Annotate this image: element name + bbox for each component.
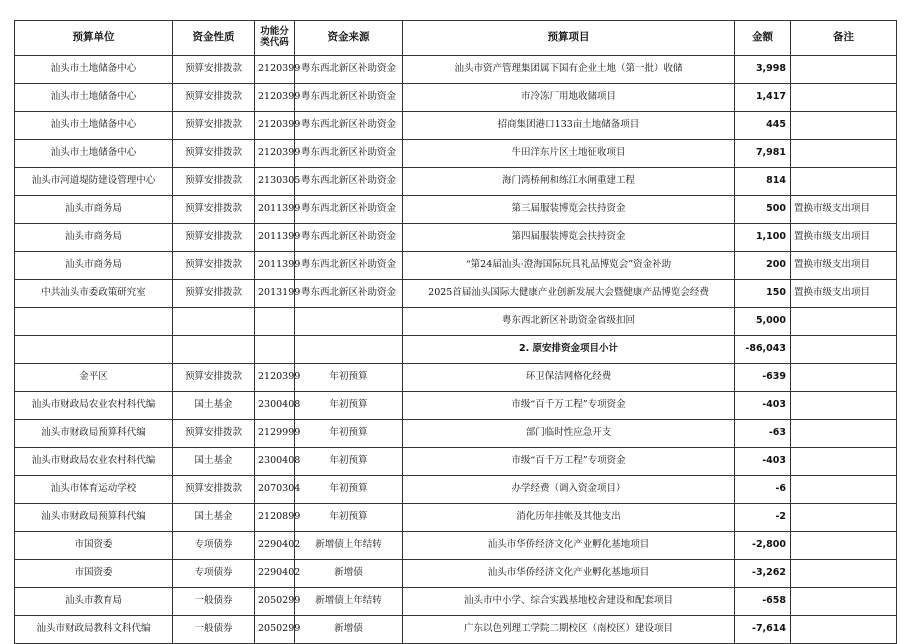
header-unit: 预算单位 bbox=[15, 21, 173, 56]
cell-fund-nature: 国土基金 bbox=[173, 392, 255, 420]
cell-unit: 市国资委 bbox=[15, 560, 173, 588]
table-row bbox=[15, 392, 897, 420]
cell-fund-nature: 预算安排拨款 bbox=[173, 420, 255, 448]
cell-fund-source: 粤东西北新区补助资金 bbox=[295, 140, 403, 168]
cell-project: 2025首届汕头国际大健康产业创新发展大会暨健康产品博览会经费 bbox=[403, 280, 735, 308]
table-row bbox=[15, 140, 897, 168]
cell-func-code: 2011399 bbox=[255, 224, 295, 252]
cell-project: 市冷冻厂用地收储项目 bbox=[403, 84, 735, 112]
cell-unit: 汕头市土地储备中心 bbox=[15, 84, 173, 112]
cell-fund-source bbox=[295, 336, 403, 364]
cell-fund-source: 新增债上年结转 bbox=[295, 588, 403, 616]
cell-remark bbox=[791, 588, 897, 616]
cell-fund-nature: 预算安排拨款 bbox=[173, 196, 255, 224]
cell-fund-source: 年初预算 bbox=[295, 448, 403, 476]
cell-project: 粤东西北新区补助资金省级扣回 bbox=[403, 308, 735, 336]
cell-unit: 汕头市商务局 bbox=[15, 224, 173, 252]
cell-fund-source: 新增债上年结转 bbox=[295, 532, 403, 560]
cell-func-code: 2120399 bbox=[255, 84, 295, 112]
cell-amount: 1,100 bbox=[735, 224, 791, 252]
header-project: 预算项目 bbox=[403, 21, 735, 56]
cell-amount: 150 bbox=[735, 280, 791, 308]
cell-fund-source bbox=[295, 308, 403, 336]
cell-project: 市级“百千万工程”专项资金 bbox=[403, 448, 735, 476]
cell-unit: 汕头市商务局 bbox=[15, 252, 173, 280]
table-row bbox=[15, 308, 897, 336]
cell-project: 办学经费（调入资金项目） bbox=[403, 476, 735, 504]
cell-func-code: 2120399 bbox=[255, 56, 295, 84]
cell-unit: 市国资委 bbox=[15, 532, 173, 560]
cell-fund-source: 粤东西北新区补助资金 bbox=[295, 252, 403, 280]
cell-func-code: 2300408 bbox=[255, 392, 295, 420]
table-row bbox=[15, 168, 897, 196]
cell-project: 市级“百千万工程”专项资金 bbox=[403, 392, 735, 420]
header-func-code: 功能分类代码 bbox=[255, 21, 295, 56]
cell-unit: 汕头市财政局农业农村科代编 bbox=[15, 448, 173, 476]
cell-unit: 金平区 bbox=[15, 364, 173, 392]
cell-project: 海门湾桥闸和练江水闸重建工程 bbox=[403, 168, 735, 196]
cell-fund-nature: 预算安排拨款 bbox=[173, 252, 255, 280]
header-fund-nature: 资金性质 bbox=[173, 21, 255, 56]
cell-fund-source: 年初预算 bbox=[295, 420, 403, 448]
cell-unit: 汕头市河道堤防建设管理中心 bbox=[15, 168, 173, 196]
table-row bbox=[15, 616, 897, 644]
cell-remark bbox=[791, 476, 897, 504]
cell-func-code bbox=[255, 308, 295, 336]
table-row bbox=[15, 364, 897, 392]
cell-project: 消化历年挂帐及其他支出 bbox=[403, 504, 735, 532]
cell-unit: 汕头市财政局预算科代编 bbox=[15, 504, 173, 532]
cell-remark bbox=[791, 84, 897, 112]
cell-project: 汕头市中小学、综合实践基地校舍建设和配套项目 bbox=[403, 588, 735, 616]
cell-remark bbox=[791, 168, 897, 196]
cell-project: 2. 原安排资金项目小计 bbox=[403, 336, 735, 364]
cell-func-code: 2300408 bbox=[255, 448, 295, 476]
cell-amount: 7,981 bbox=[735, 140, 791, 168]
cell-func-code: 2013199 bbox=[255, 280, 295, 308]
cell-func-code: 2290402 bbox=[255, 560, 295, 588]
cell-fund-source: 粤东西北新区补助资金 bbox=[295, 196, 403, 224]
cell-fund-nature: 一般债券 bbox=[173, 616, 255, 644]
cell-fund-nature: 国土基金 bbox=[173, 504, 255, 532]
cell-amount: -6 bbox=[735, 476, 791, 504]
table-body bbox=[15, 56, 897, 644]
cell-remark bbox=[791, 616, 897, 644]
cell-remark bbox=[791, 560, 897, 588]
cell-fund-nature: 预算安排拨款 bbox=[173, 364, 255, 392]
cell-amount: -403 bbox=[735, 448, 791, 476]
cell-func-code: 2050299 bbox=[255, 616, 295, 644]
cell-amount: -63 bbox=[735, 420, 791, 448]
cell-remark bbox=[791, 364, 897, 392]
table-row bbox=[15, 280, 897, 308]
cell-unit: 汕头市财政局教科文科代编 bbox=[15, 616, 173, 644]
cell-fund-source: 粤东西北新区补助资金 bbox=[295, 56, 403, 84]
cell-fund-nature: 预算安排拨款 bbox=[173, 112, 255, 140]
cell-amount: 3,998 bbox=[735, 56, 791, 84]
cell-project: “第24届汕头·澄海国际玩具礼品博览会”资金补助 bbox=[403, 252, 735, 280]
cell-fund-source: 年初预算 bbox=[295, 392, 403, 420]
cell-func-code: 2011399 bbox=[255, 252, 295, 280]
table-row bbox=[15, 504, 897, 532]
cell-unit: 汕头市土地储备中心 bbox=[15, 56, 173, 84]
subtotal-row bbox=[15, 336, 897, 364]
cell-remark: 置换市级支出项目 bbox=[791, 224, 897, 252]
cell-fund-nature: 预算安排拨款 bbox=[173, 140, 255, 168]
cell-amount: -3,262 bbox=[735, 560, 791, 588]
cell-fund-nature: 预算安排拨款 bbox=[173, 168, 255, 196]
cell-fund-nature bbox=[173, 336, 255, 364]
cell-fund-source: 粤东西北新区补助资金 bbox=[295, 112, 403, 140]
table-row bbox=[15, 476, 897, 504]
budget-table bbox=[14, 20, 897, 644]
cell-project: 汕头市资产管理集团属下国有企业土地（第一批）收储 bbox=[403, 56, 735, 84]
cell-project: 招商集团港口133亩土地储备项目 bbox=[403, 112, 735, 140]
cell-amount: 200 bbox=[735, 252, 791, 280]
cell-amount: 1,417 bbox=[735, 84, 791, 112]
cell-project: 第四届服装博览会扶持资金 bbox=[403, 224, 735, 252]
header-amount: 金额 bbox=[735, 21, 791, 56]
cell-remark bbox=[791, 112, 897, 140]
cell-unit bbox=[15, 308, 173, 336]
header-fund-source: 资金来源 bbox=[295, 21, 403, 56]
cell-remark: 置换市级支出项目 bbox=[791, 196, 897, 224]
cell-fund-source: 年初预算 bbox=[295, 476, 403, 504]
cell-remark: 置换市级支出项目 bbox=[791, 280, 897, 308]
cell-fund-source: 粤东西北新区补助资金 bbox=[295, 84, 403, 112]
cell-func-code: 2011399 bbox=[255, 196, 295, 224]
table-row bbox=[15, 112, 897, 140]
header-remark: 备注 bbox=[791, 21, 897, 56]
cell-amount: 445 bbox=[735, 112, 791, 140]
cell-project: 环卫保洁网格化经费 bbox=[403, 364, 735, 392]
cell-fund-source: 年初预算 bbox=[295, 364, 403, 392]
cell-fund-nature: 预算安排拨款 bbox=[173, 280, 255, 308]
cell-func-code: 2290402 bbox=[255, 532, 295, 560]
cell-func-code: 2120399 bbox=[255, 140, 295, 168]
cell-fund-nature: 国土基金 bbox=[173, 448, 255, 476]
cell-unit: 中共汕头市委政策研究室 bbox=[15, 280, 173, 308]
cell-fund-source: 年初预算 bbox=[295, 504, 403, 532]
cell-func-code: 2120399 bbox=[255, 112, 295, 140]
cell-unit: 汕头市土地储备中心 bbox=[15, 140, 173, 168]
cell-amount: -2 bbox=[735, 504, 791, 532]
table-row bbox=[15, 588, 897, 616]
cell-func-code: 2129999 bbox=[255, 420, 295, 448]
table-row bbox=[15, 84, 897, 112]
cell-amount: -639 bbox=[735, 364, 791, 392]
cell-fund-nature: 专项债券 bbox=[173, 532, 255, 560]
cell-project: 汕头市华侨经济文化产业孵化基地项目 bbox=[403, 532, 735, 560]
cell-unit: 汕头市土地储备中心 bbox=[15, 112, 173, 140]
cell-fund-nature: 一般债券 bbox=[173, 588, 255, 616]
cell-amount: -658 bbox=[735, 588, 791, 616]
cell-unit: 汕头市财政局农业农村科代编 bbox=[15, 392, 173, 420]
cell-func-code: 2050299 bbox=[255, 588, 295, 616]
cell-remark bbox=[791, 56, 897, 84]
cell-amount: 500 bbox=[735, 196, 791, 224]
cell-unit: 汕头市体育运动学校 bbox=[15, 476, 173, 504]
cell-remark bbox=[791, 504, 897, 532]
cell-remark bbox=[791, 420, 897, 448]
cell-project: 部门临时性应急开支 bbox=[403, 420, 735, 448]
cell-unit: 汕头市教育局 bbox=[15, 588, 173, 616]
cell-remark bbox=[791, 532, 897, 560]
table-row bbox=[15, 252, 897, 280]
cell-remark bbox=[791, 448, 897, 476]
cell-func-code bbox=[255, 336, 295, 364]
cell-amount: 5,000 bbox=[735, 308, 791, 336]
cell-func-code: 2120399 bbox=[255, 364, 295, 392]
cell-remark bbox=[791, 140, 897, 168]
cell-func-code: 2120899 bbox=[255, 504, 295, 532]
cell-unit: 汕头市财政局预算科代编 bbox=[15, 420, 173, 448]
table-row bbox=[15, 420, 897, 448]
table-row bbox=[15, 560, 897, 588]
cell-project: 牛田洋东片区土地征收项目 bbox=[403, 140, 735, 168]
cell-fund-nature: 预算安排拨款 bbox=[173, 224, 255, 252]
cell-project: 第三届服装博览会扶持资金 bbox=[403, 196, 735, 224]
cell-func-code: 2130305 bbox=[255, 168, 295, 196]
cell-unit: 汕头市商务局 bbox=[15, 196, 173, 224]
table-row bbox=[15, 224, 897, 252]
cell-fund-source: 粤东西北新区补助资金 bbox=[295, 280, 403, 308]
cell-remark bbox=[791, 336, 897, 364]
cell-fund-source: 粤东西北新区补助资金 bbox=[295, 224, 403, 252]
cell-amount: 814 bbox=[735, 168, 791, 196]
cell-amount: -7,614 bbox=[735, 616, 791, 644]
cell-fund-source: 粤东西北新区补助资金 bbox=[295, 168, 403, 196]
table-row bbox=[15, 532, 897, 560]
cell-unit bbox=[15, 336, 173, 364]
cell-fund-nature: 专项债券 bbox=[173, 560, 255, 588]
cell-remark bbox=[791, 392, 897, 420]
header-row bbox=[15, 21, 897, 56]
cell-fund-source: 新增债 bbox=[295, 616, 403, 644]
cell-amount: -86,043 bbox=[735, 336, 791, 364]
cell-amount: -2,800 bbox=[735, 532, 791, 560]
cell-fund-nature bbox=[173, 308, 255, 336]
cell-remark: 置换市级支出项目 bbox=[791, 252, 897, 280]
cell-func-code: 2070304 bbox=[255, 476, 295, 504]
cell-amount: -403 bbox=[735, 392, 791, 420]
table-row bbox=[15, 56, 897, 84]
cell-fund-nature: 预算安排拨款 bbox=[173, 56, 255, 84]
cell-project: 汕头市华侨经济文化产业孵化基地项目 bbox=[403, 560, 735, 588]
cell-project: 广东以色列理工学院二期校区（南校区）建设项目 bbox=[403, 616, 735, 644]
cell-fund-nature: 预算安排拨款 bbox=[173, 84, 255, 112]
table-row bbox=[15, 448, 897, 476]
table-row bbox=[15, 196, 897, 224]
cell-fund-nature: 预算安排拨款 bbox=[173, 476, 255, 504]
cell-remark bbox=[791, 308, 897, 336]
cell-fund-source: 新增债 bbox=[295, 560, 403, 588]
